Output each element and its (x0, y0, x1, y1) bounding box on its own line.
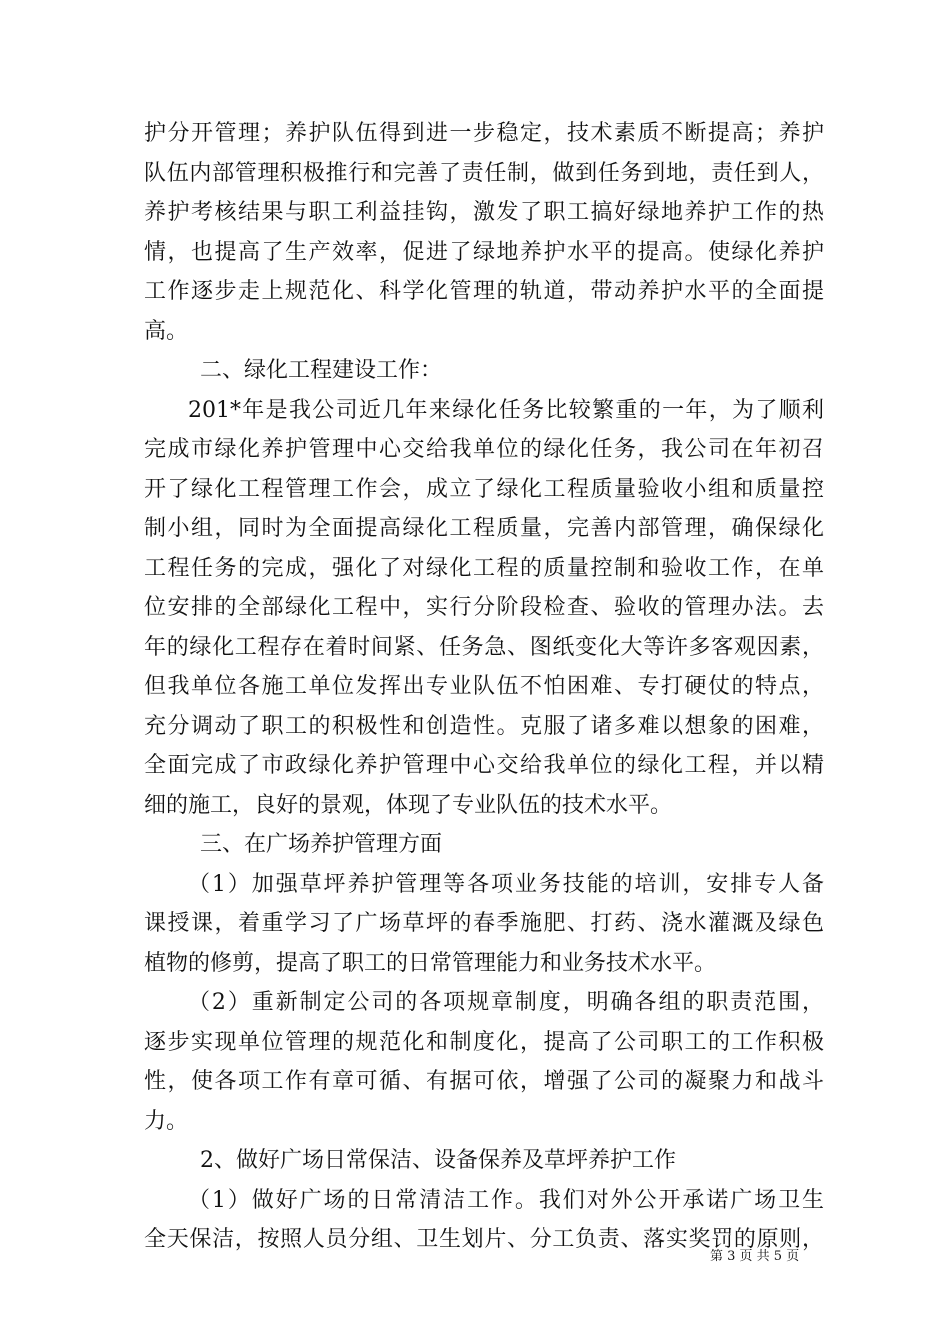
paragraph-line: 工程任务的完成，强化了对绿化工程的质量控制和验收工作，在单 (144, 555, 824, 581)
document-body (144, 114, 824, 1260)
paragraph-line: 情，也提高了生产效率，促进了绿地养护水平的提高。使绿化养护 (144, 239, 824, 265)
paragraph-line: 课授课，着重学习了广场草坪的春季施肥、打药、浇水灌溉及绿色 (144, 911, 824, 936)
paragraph-line: 高。 (144, 318, 189, 344)
paragraph-line: 队伍内部管理积极推行和完善了责任制，做到任务到地，责任到人， (144, 160, 824, 186)
section-heading: 二、绿化工程建设工作： (200, 358, 443, 383)
paragraph-line: 全天保洁，按照人员分组、卫生划片、分工负责、落实奖罚的原则， (144, 1227, 824, 1252)
paragraph-line: 开了绿化工程管理工作会，成立了绿化工程质量验收小组和质量控 (144, 476, 824, 502)
paragraph-line: 工作逐步走上规范化、科学化管理的轨道，带动养护水平的全面提 (144, 279, 824, 304)
section-heading: 三、在广场养护管理方面 (200, 832, 443, 857)
paragraph-line: 位安排的全部绿化工程中，实行分阶段检查、验收的管理办法。去 (144, 595, 824, 620)
paragraph-line: 逐步实现单位管理的规范化和制度化，提高了公司职工的工作积极 (144, 1029, 824, 1055)
paragraph-line: （1）加强草坪养护管理等各项业务技能的培训，安排专人备 (188, 871, 824, 897)
paragraph-line: 201*年是我公司近几年来绿化任务比较繁重的一年，为了顺利 (188, 397, 824, 423)
paragraph-line: 年的绿化工程存在着时间紧、任务急、图纸变化大等许多客观因素， (144, 634, 824, 660)
paragraph-line: 养护考核结果与职工利益挂钩，激发了职工搞好绿地养护工作的热 (144, 200, 824, 225)
paragraph-line: 护分开管理；养护队伍得到进一步稳定，技术素质不断提高；养护 (144, 121, 824, 146)
paragraph-line: 植物的修剪，提高了职工的日常管理能力和业务技术水平。 (144, 950, 717, 976)
paragraph-line: 制小组，同时为全面提高绿化工程质量，完善内部管理，确保绿化 (144, 516, 824, 541)
paragraph-line: 性，使各项工作有章可循、有据可依，增强了公司的凝聚力和战斗 (144, 1069, 824, 1094)
paragraph-line: 但我单位各施工单位发挥出专业队伍不怕困难、专打硬仗的特点， (144, 674, 824, 699)
section-heading: 2、做好广场日常保洁、设备保养及草坪养护工作 (200, 1148, 676, 1173)
paragraph-line: 完成市绿化养护管理中心交给我单位的绿化任务，我公司在年初召 (144, 437, 824, 462)
paragraph-line: （1）做好广场的日常清洁工作。我们对外公开承诺广场卫生 (188, 1187, 824, 1213)
paragraph-line: 力。 (144, 1108, 189, 1134)
page-indicator: 第 3 页 共 5 页 (710, 1249, 800, 1264)
paragraph-line: 充分调动了职工的积极性和创造性。克服了诸多难以想象的困难， (144, 713, 824, 739)
paragraph-line: 全面完成了市政绿化养护管理中心交给我单位的绿化工程，并以精 (144, 753, 824, 778)
paragraph-line: 细的施工，良好的景观，体现了专业队伍的技术水平。 (144, 792, 673, 818)
paragraph-line: （2）重新制定公司的各项规章制度，明确各组的职责范围， (188, 990, 824, 1015)
